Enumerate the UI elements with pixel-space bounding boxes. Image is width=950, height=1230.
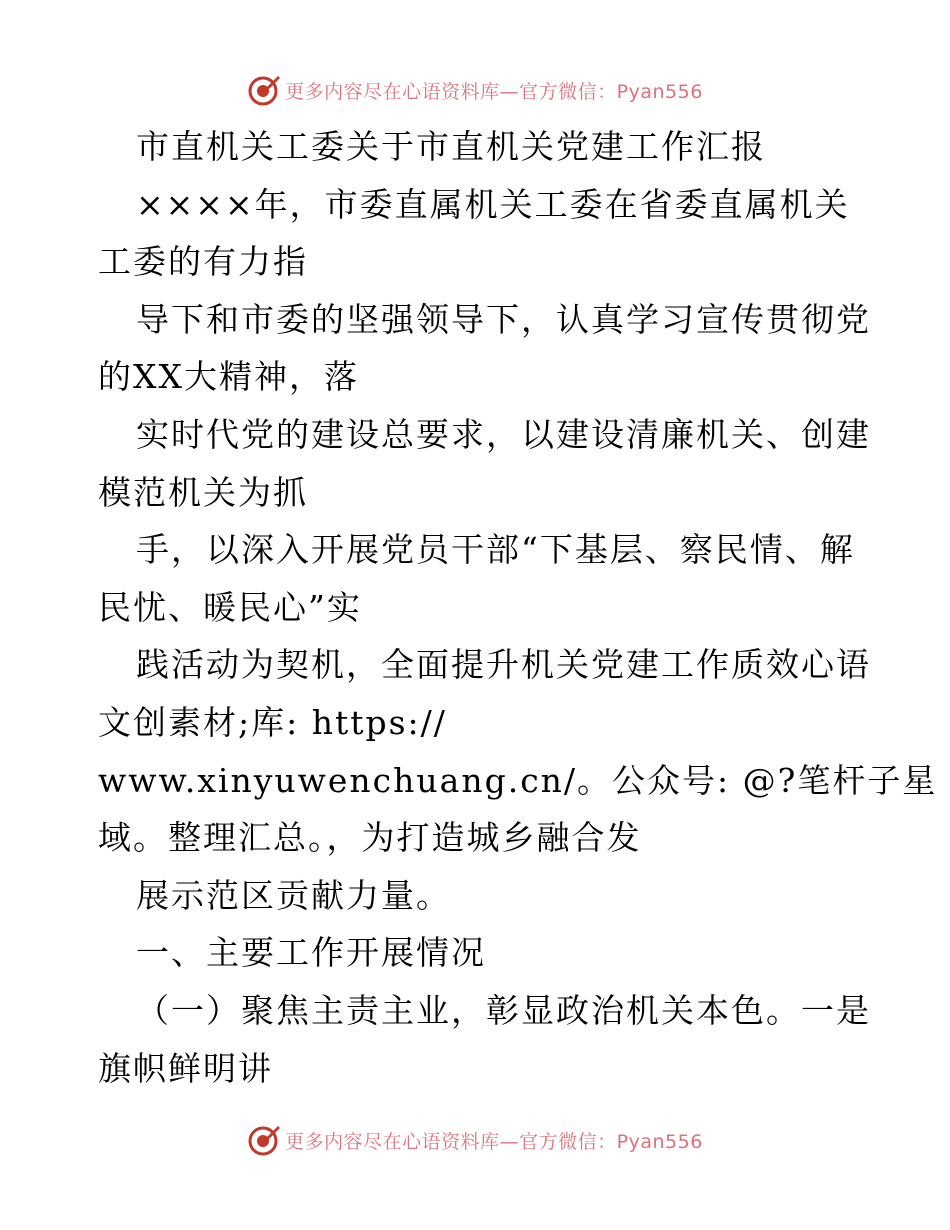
paragraph-line: （一）聚焦主责主业，彰显政治机关本色。一是	[136, 990, 871, 1030]
paragraph-line: ××××年，市委直属机关工委在省委直属机关	[136, 184, 850, 224]
footer-watermark-banner	[0, 1120, 950, 1160]
pen-logo-icon	[247, 1123, 281, 1157]
paragraph-line: 践活动为契机，全面提升机关党建工作质效心语	[136, 645, 871, 685]
paragraph-line: 模范机关为抓	[98, 472, 308, 512]
paragraph-line: 手，以深入开展党员干部“下基层、察民情、解	[136, 530, 855, 570]
paragraph-line: 旗帜鲜明讲	[98, 1048, 273, 1088]
header-watermark-banner	[0, 70, 950, 110]
paragraph-line: 导下和市委的坚强领导下，认真学习宣传贯彻党	[136, 299, 871, 339]
banner-text: 更多内容尽在心语资料库—官方微信：Pyan556	[285, 1130, 703, 1153]
banner-text: 更多内容尽在心语资料库—官方微信：Pyan556	[285, 80, 703, 103]
section-heading: 一、主要工作开展情况	[136, 933, 486, 973]
paragraph-line: 实时代党的建设总要求，以建设清廉机关、创建	[136, 414, 871, 454]
pen-logo-icon	[247, 73, 281, 107]
paragraph-line: 民忧、暖民心”实	[98, 587, 362, 627]
paragraph-line: 域。整理汇总。，为打造城乡融合发	[98, 818, 642, 858]
doc-title: 市直机关工委关于市直机关党建工作汇报	[136, 127, 766, 166]
paragraph-line: 文创素材;库: https://	[98, 702, 447, 742]
document-body	[98, 118, 938, 1097]
paragraph-line: 的XX大精神，落	[98, 357, 359, 397]
paragraph-line: www.xinyuwenchuang.cn/。公众号: @?笔杆子星	[98, 760, 938, 800]
paragraph-line: 展示范区贡献力量。	[136, 875, 451, 915]
paragraph-line: 工委的有力指	[98, 242, 308, 282]
